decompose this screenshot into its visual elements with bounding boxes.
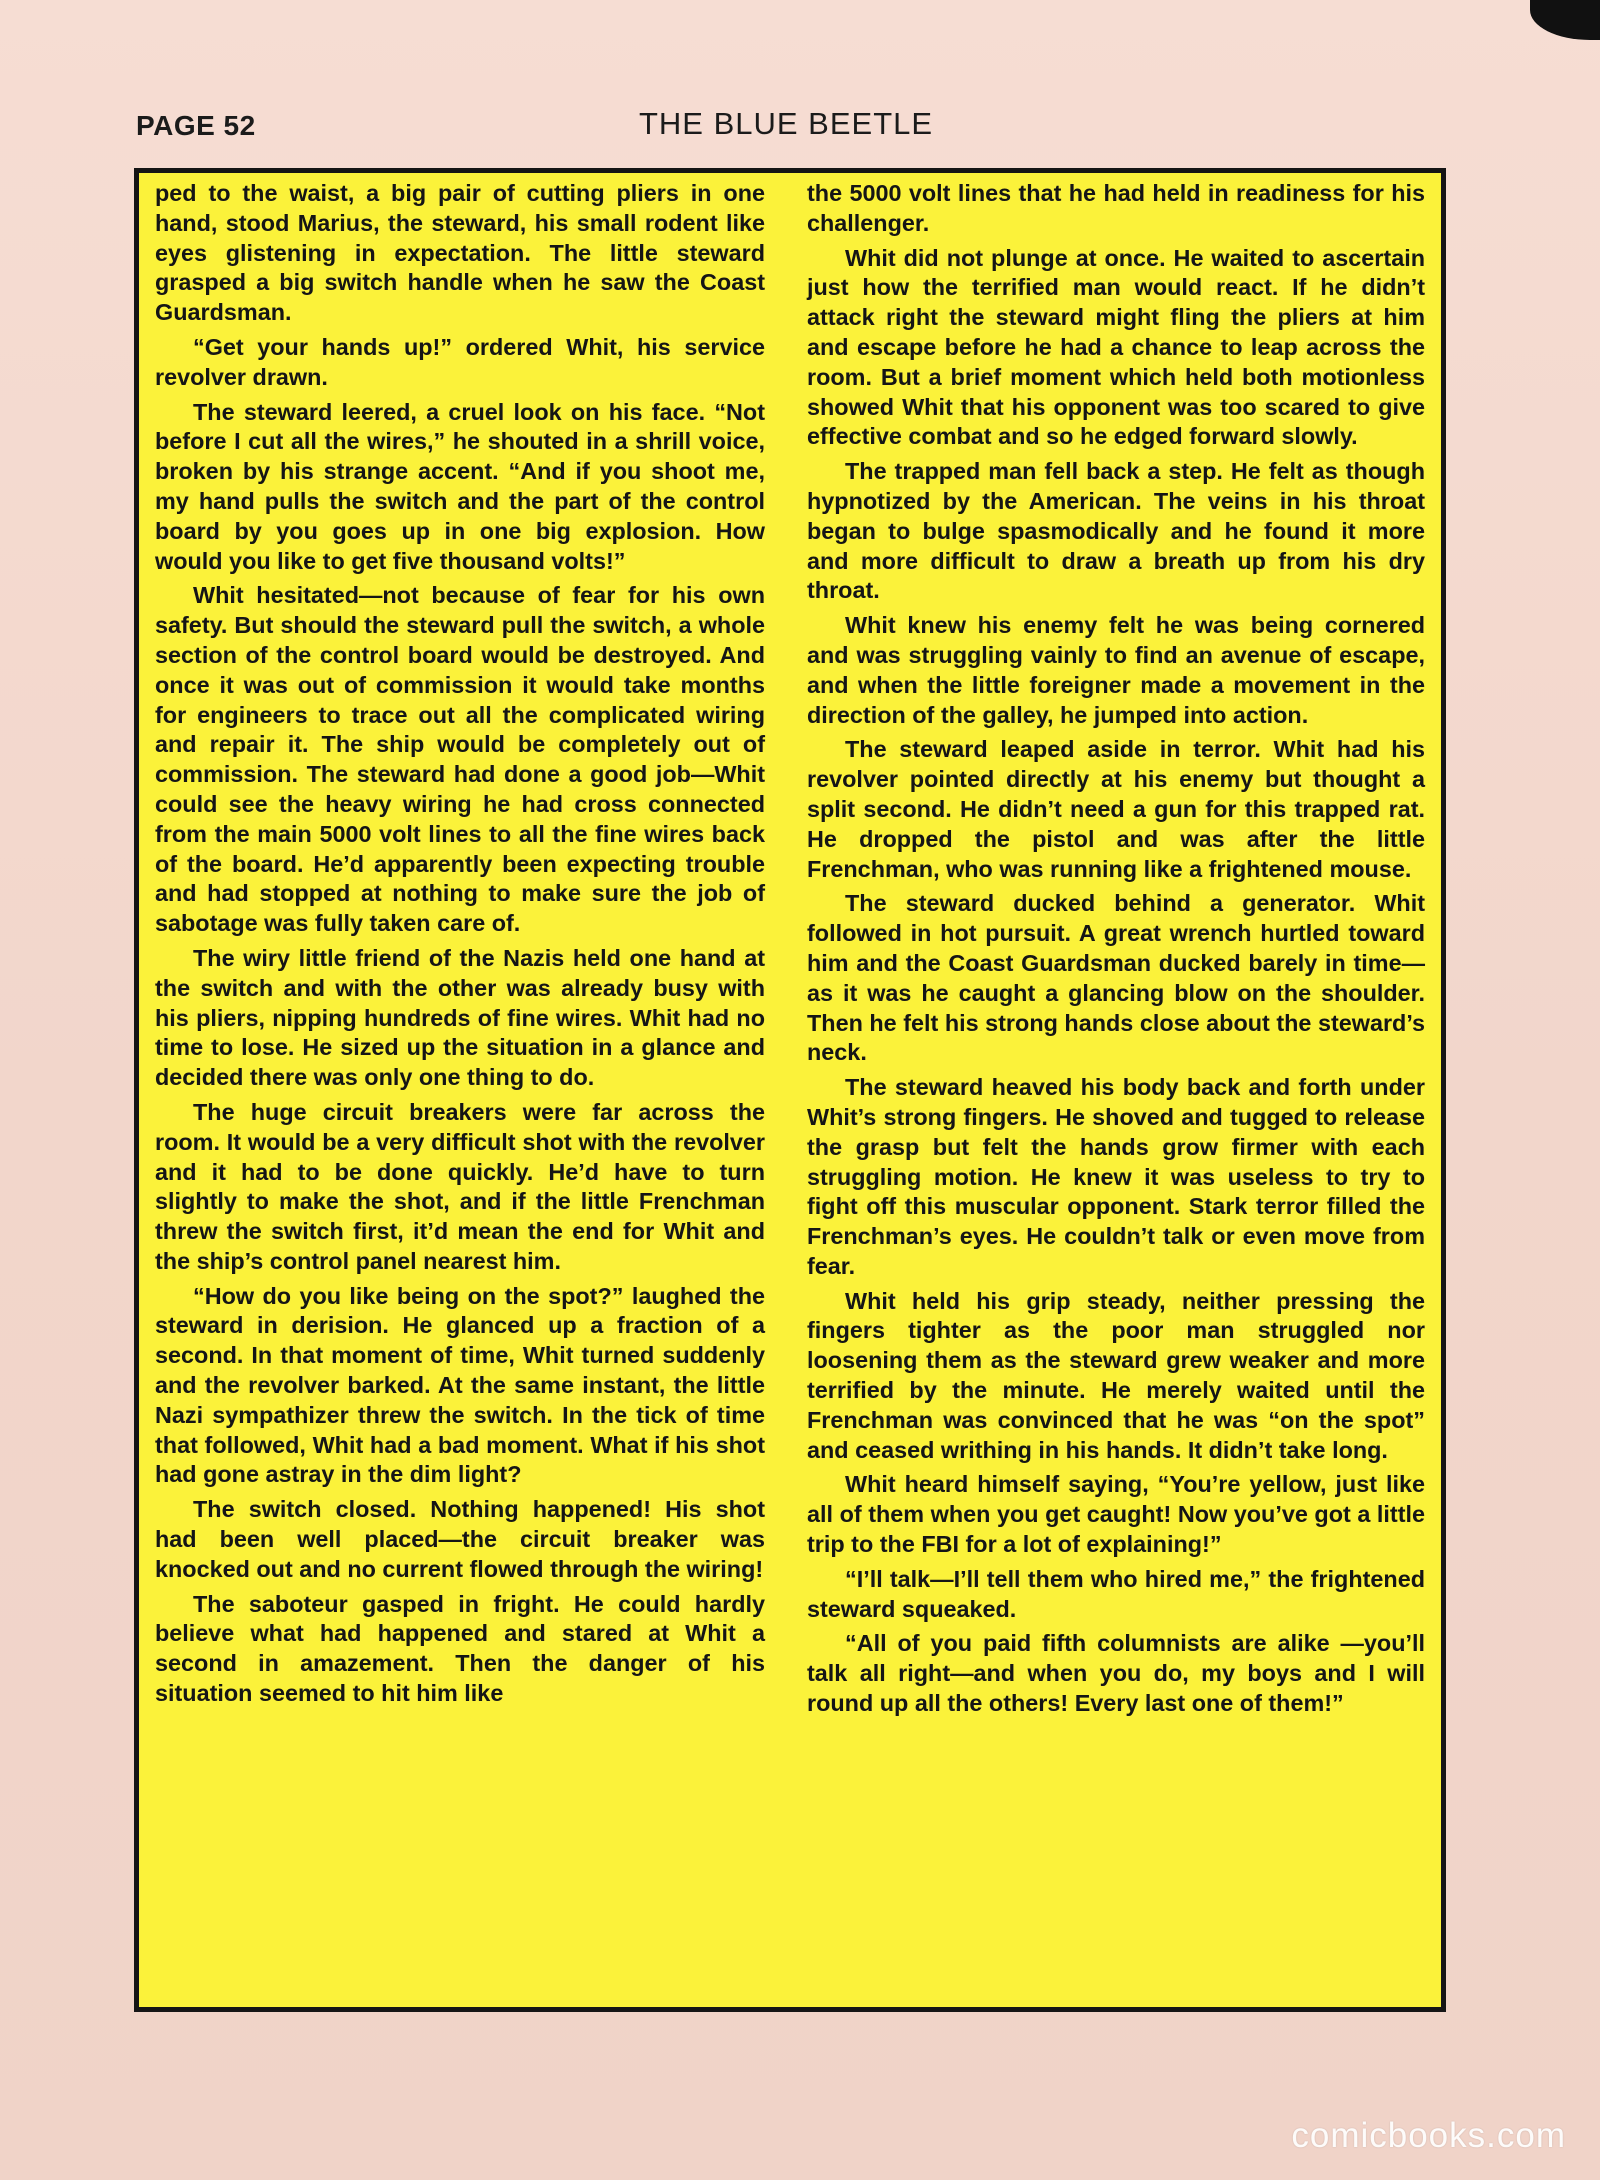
paragraph: The steward ducked behind a generator. Whit followed in hot pursuit. A great wrench hurtled toward him and the Coast Guardsman ducked barely in time—as it was he caught a glancing blow on the shoulder. Then he felt his strong hands close about the steward’s neck. [807,890,1425,1066]
paragraph: The steward leered, a cruel look on his face. “Not before I cut all the wires,” he shouted in a shrill voice, broken by his strange accent. “And if you shoot me, my hand pulls the switch and the part of the control board by you goes up in one big explosion. How would you like to get five thousand volts!” [155,398,765,574]
text-column-left [149,179,779,2001]
paragraph: “How do you like being on the spot?” laughed the steward in derision. He glanced up a fraction of a second. In that moment of time, Whit turned suddenly and the revolver barked. At the same instant, the little Nazi sympathizer threw the switch. In the tick of time that followed, Whit had a bad moment. What if his shot had gone astray in the dim light? [155,1282,765,1488]
paragraph: Whit heard himself saying, “You’re yellow, just like all of them when you get caught! Now you’ve got a little trip to the FBI for a lot of explaining!” [807,1471,1425,1558]
paragraph: The trapped man fell back a step. He felt as though hypnotized by the American. The veins in his throat began to bulge spasmodically and he found it more and more difficult to draw a breath up from his dry throat. [807,458,1425,604]
paragraph: Whit held his grip steady, neither pressing the fingers tighter as the poor man struggled nor loosening them as the steward grew weaker and more terrified by the minute. He merely waited until the Frenchman was convinced that he was “on the spot” and ceased writhing in his hands. It didn’t take long. [807,1287,1425,1463]
page-number: PAGE 52 [136,110,256,141]
paragraph: The saboteur gasped in fright. He could hardly believe what had happened and stared at Whit a second in amazement. Then the danger of his situation seemed to hit him like [155,1590,765,1707]
paragraph: “I’ll talk—I’ll tell them who hired me,” the frightened steward squeaked. [807,1565,1425,1622]
corner-mark [1530,0,1600,40]
paragraph: “Get your hands up!” ordered Whit, his service revolver drawn. [155,333,765,390]
paragraph: Whit hesitated—not because of fear for his own safety. But should the steward pull the switch, a whole section of the control board would be destroyed. And once it was out of commission it would take months for engineers to trace out all the complicated wiring and repair it. The ship would be completely out of commission. The steward had done a good job—Whit could see the heavy wiring he had cross connected from the main 5000 volt lines to all the fine wires back of the board. He’d apparently been expecting trouble and had stopped at nothing to make sure the job of sabotage was fully taken care of. [155,582,765,937]
story-text-box [134,168,1446,2012]
paragraph: The switch closed. Nothing happened! His shot had been well placed—the circuit breaker was knocked out and no current flowed through the wiring! [155,1496,765,1582]
paragraph: ped to the waist, a big pair of cutting pliers in one hand, stood Marius, the steward, his small rodent like eyes glistening in expectation. The little steward grasped a big switch handle when he saw the Coast Guardsman. [155,180,765,326]
paragraph: The steward leaped aside in terror. Whit had his revolver pointed directly at his enemy but thought a split second. He didn’t need a gun for this trapped rat. He dropped the pistol and was after the little Frenchman, who was running like a frightened mouse. [807,736,1425,882]
page-title: THE BLUE BEETLE [638,106,934,141]
paragraph: The steward heaved his body back and forth under Whit’s strong fingers. He shoved and tugged to release the grasp but felt the hands grow firmer with each struggling motion. He knew it was useless to try to fight off this muscular opponent. Stark terror filled the Frenchman’s eyes. He couldn’t talk or even move from fear. [807,1074,1425,1279]
page-header [136,106,1436,146]
paragraph: “All of you paid fifth columnists are alike —you’ll talk all right—and when you do, my boys and I will round up all the others! Every last one of them!” [807,1630,1425,1717]
text-column-right [801,179,1437,2001]
paragraph: The wiry little friend of the Nazis held one hand at the switch and with the other was already busy with his pliers, nipping hundreds of fine wires. Whit had no time to lose. He sized up the situation in a glance and decided there was only one thing to do. [155,944,765,1091]
paragraph: the 5000 volt lines that he had held in readiness for his challenger. [807,180,1425,236]
paragraph: The huge circuit breakers were far across the room. It would be a very difficult shot with the revolver and it had to be done quickly. He’d have to turn slightly to make the shot, and if the little Frenchman threw the switch first, it’d mean the end for Whit and the ship’s control panel nearest him. [155,1098,765,1274]
paragraph: Whit knew his enemy felt he was being cornered and was struggling vainly to find an avenue of escape, and when the little foreigner made a movement in the direction of the galley, he jumped into action. [807,612,1425,728]
paragraph: Whit did not plunge at once. He waited to ascertain just how the terrified man would react. If he didn’t attack right the steward might fling the pliers at him and escape before he had a chance to leap across the room. But a brief moment which held both motionless showed Whit that his opponent was too scared to give effective combat and so he edged forward slowly. [807,244,1425,450]
site-watermark: comicbooks.com [1291,2116,1566,2155]
